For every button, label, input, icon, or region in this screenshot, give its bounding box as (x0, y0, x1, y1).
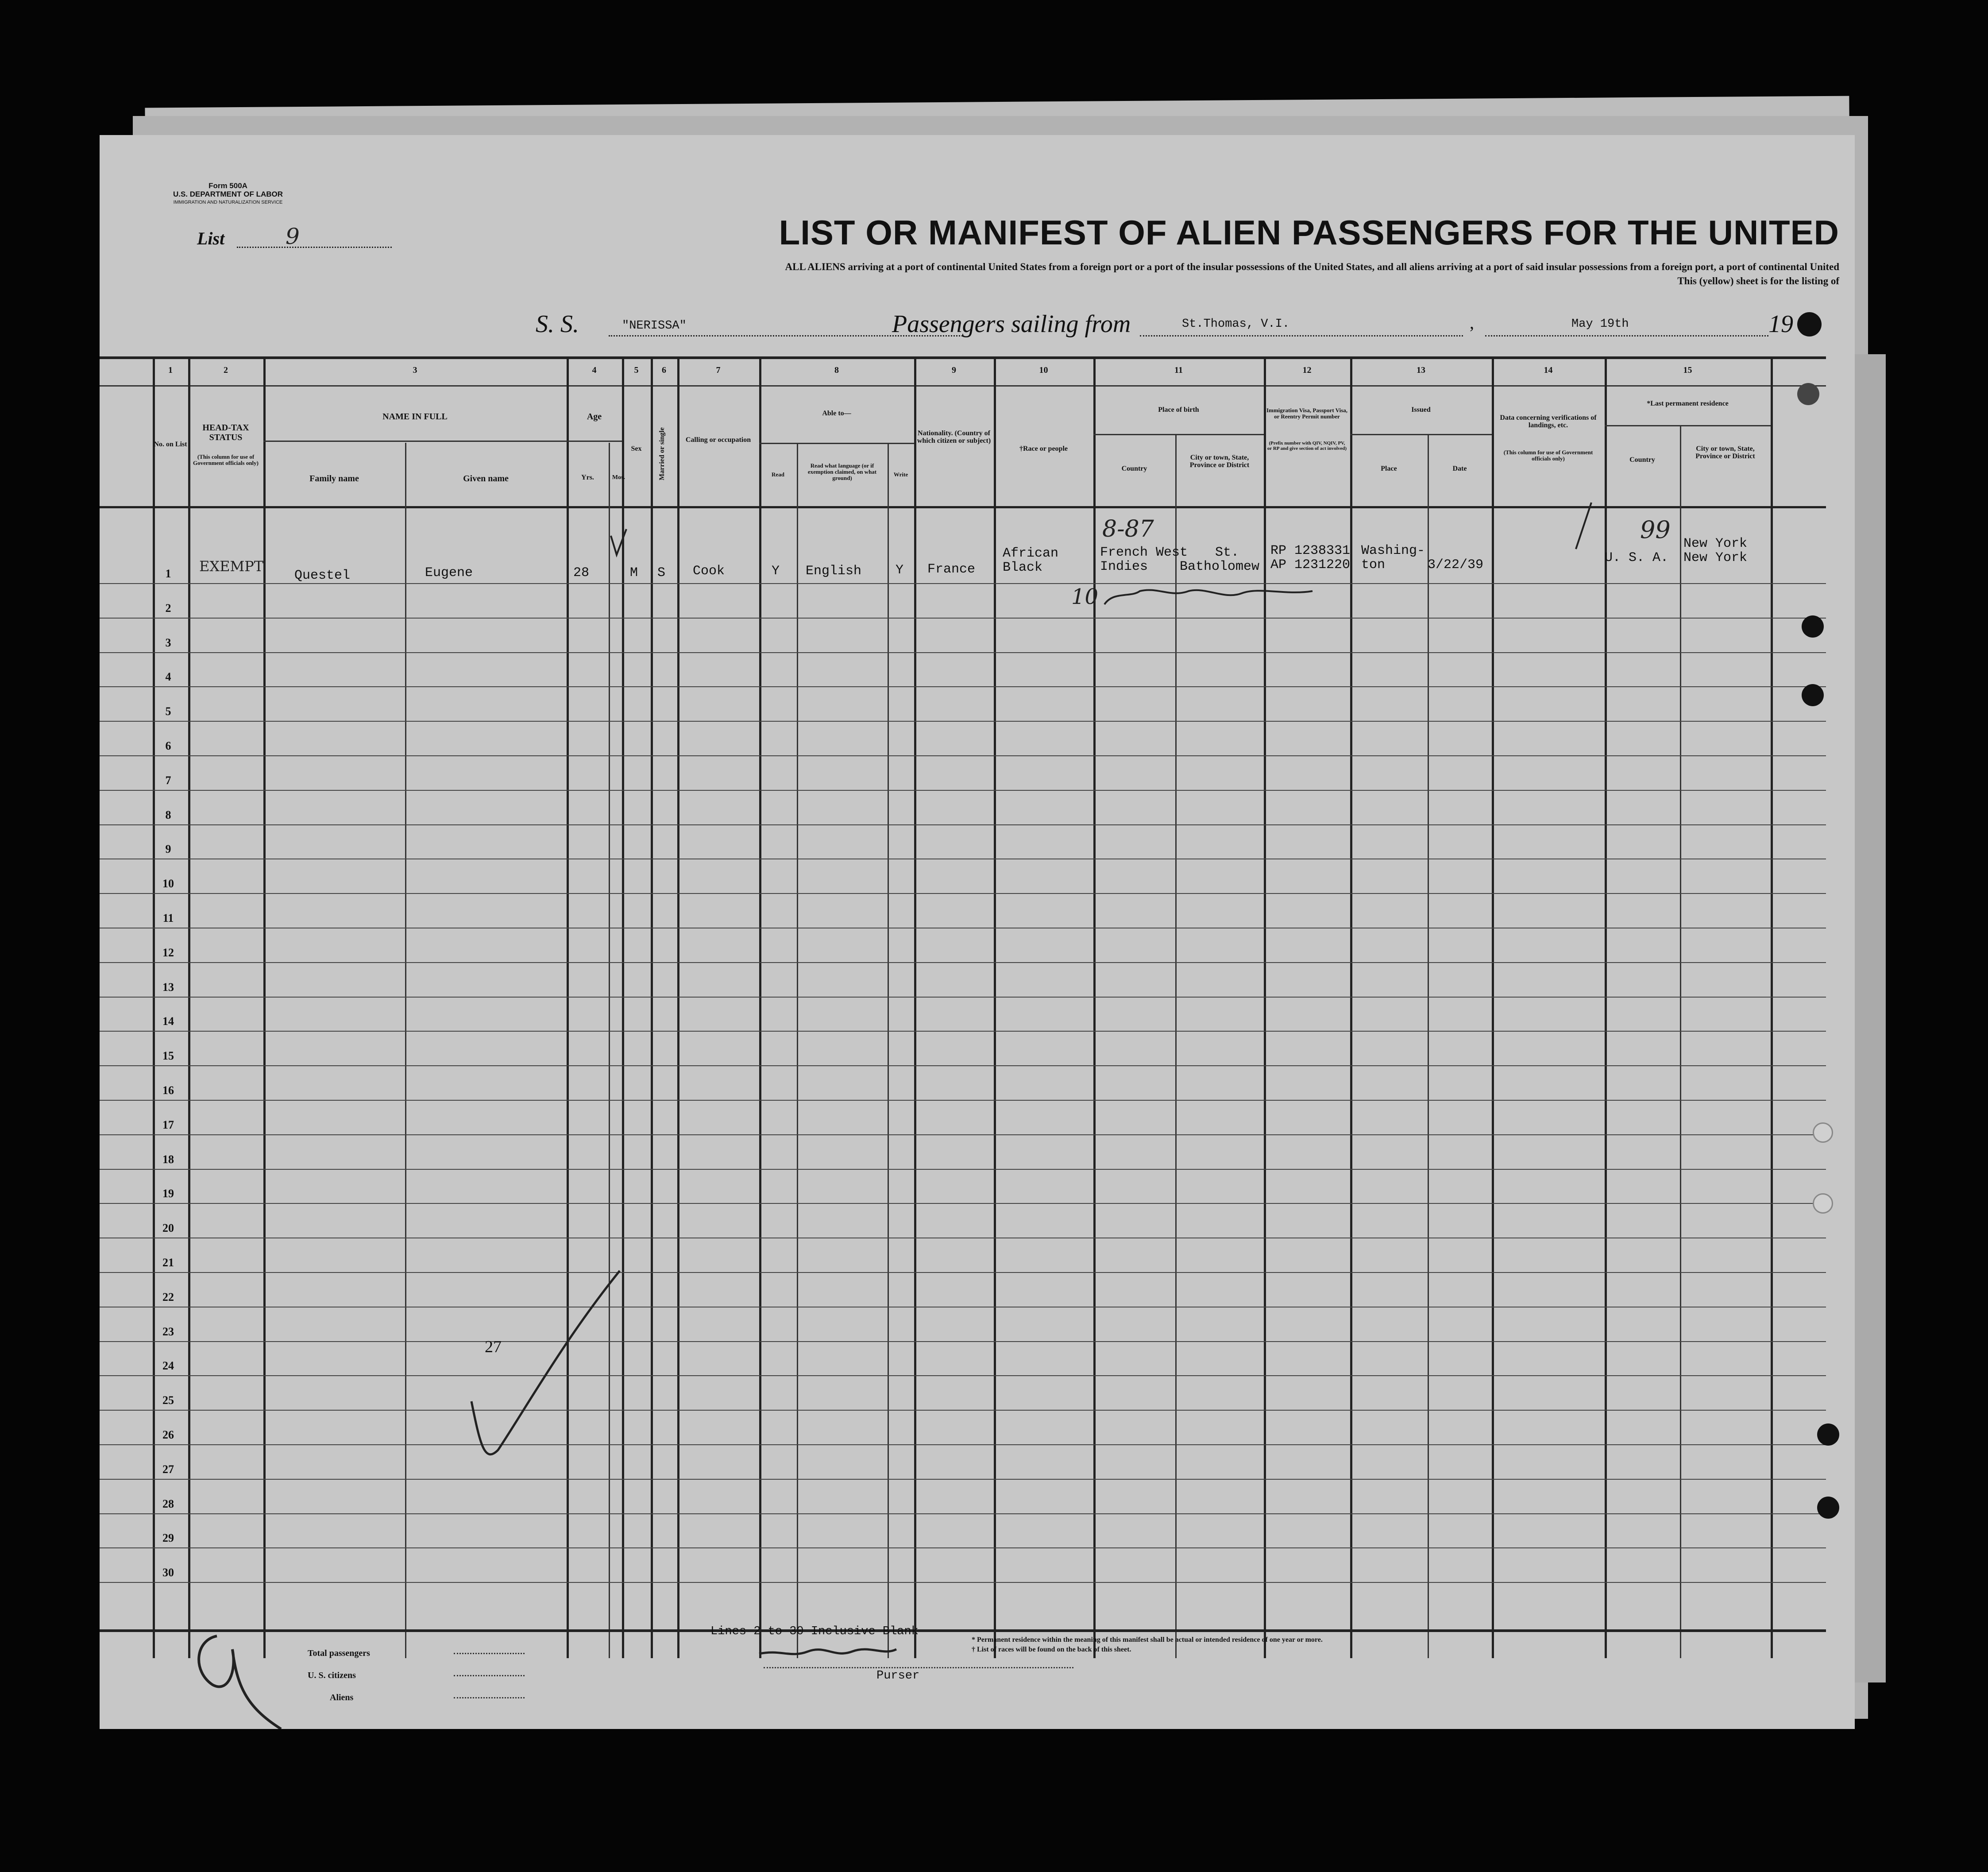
header-read-language: Read what language (or if exemption claimed, on what ground) (807, 462, 877, 481)
subtitle-line-1: ALL ALIENS arriving at a port of continental United States from a foreign port or a port of the insular possessions of the United States, and all aliens arriving at a port of said insular possessions from a foreign port, a port of continental United (785, 261, 1839, 272)
handwriting-marks (100, 135, 1855, 1729)
col-num-10: 10 (1039, 365, 1048, 375)
footer-rule (100, 1629, 1826, 1632)
punch-hole (1797, 383, 1819, 405)
row-number: 12 (162, 946, 174, 959)
header-head-tax-note: (This column for use of Government officials only) (193, 453, 259, 466)
header-calling: Calling or occupation (685, 436, 751, 444)
col-num-1: 1 (168, 365, 173, 375)
residence-city-2: New York (1683, 550, 1748, 565)
page-count: 27 (485, 1338, 502, 1356)
row-number: 5 (165, 705, 171, 718)
margin-scribble (199, 1636, 281, 1729)
header-data-note: (This column for use of Government officials only) (1503, 449, 1593, 462)
occupation: Cook (693, 564, 725, 579)
sailing-port: St.Thomas, V.I. (1182, 317, 1290, 331)
year-prefix: 19 (1768, 310, 1793, 338)
race-annotation: 10 (1071, 584, 1099, 609)
row-number: 25 (162, 1394, 174, 1407)
purser-label: Purser (876, 1669, 920, 1682)
header-last-residence: *Last permanent residence (1647, 400, 1729, 407)
subtitle-line-2: This (yellow) sheet is for the listing of (1677, 275, 1839, 286)
birth-annotation: 8-87 (1102, 516, 1154, 542)
sex: M (630, 565, 638, 580)
col-num-3: 3 (413, 365, 417, 375)
visa-number-1: RP 1238331 (1270, 543, 1351, 558)
header-place-of-birth: Place of birth (1158, 406, 1199, 414)
row-number: 11 (162, 912, 174, 924)
purser-signature (759, 1649, 896, 1654)
aliens-line (454, 1697, 525, 1698)
header-able-to: Able to— (822, 410, 851, 417)
issued-place-line-1: Washing- (1361, 543, 1425, 558)
service-name: IMMIGRATION AND NATURALIZATION SERVICE (173, 200, 283, 205)
header-race: †Race or people (1019, 445, 1068, 453)
row-number: 13 (162, 980, 174, 994)
punch-hole (1802, 684, 1824, 706)
list-label: List (197, 228, 225, 248)
row-number: 6 (165, 739, 171, 752)
list-number: 9 (286, 224, 300, 249)
header-write: Write (893, 471, 908, 478)
footnote-residence: * Permanent residence within the meaning of this manifest shall be actual or intended residence of one year or more. (972, 1636, 1323, 1644)
col-num-11: 11 (1174, 365, 1183, 375)
row-number: 7 (165, 774, 171, 787)
age-years: 28 (573, 565, 590, 580)
ss-label: S. S. (536, 310, 579, 338)
row-number: 21 (162, 1256, 174, 1269)
row-number: 4 (165, 670, 171, 684)
row-number: 22 (162, 1290, 174, 1303)
header-issued: Issued (1411, 406, 1431, 414)
residence-country: U. S. A. (1605, 550, 1669, 565)
checkmark-icon (471, 1271, 620, 1454)
punch-hole (1797, 312, 1822, 336)
header-issued-place: Place (1381, 465, 1397, 472)
row-number: 8 (165, 808, 171, 821)
residence-city-1: New York (1683, 536, 1748, 551)
row-number: 23 (162, 1325, 174, 1338)
row-number: 14 (162, 1015, 174, 1028)
col-num-6: 6 (662, 365, 666, 375)
form-number: Form 500A (208, 182, 247, 190)
total-passengers-label: Total passengers (308, 1648, 370, 1658)
header-name-in-full: NAME IN FULL (382, 412, 448, 422)
purser-line (764, 1667, 1073, 1668)
department-name: U.S. DEPARTMENT OF LABOR (173, 190, 283, 198)
family-name: Questel (294, 568, 351, 583)
header-visa: Immigration Visa, Passport Visa, or Reentry Permit number (1266, 407, 1348, 420)
col-num-12: 12 (1302, 365, 1312, 375)
header-no-on-list: No. on List (154, 441, 187, 448)
issued-date: 3/22/39 (1428, 557, 1484, 572)
sailing-date: May 19th (1571, 317, 1629, 331)
header-data-concerning: Data concerning verifications of landings, etc. (1500, 414, 1597, 429)
col-num-15: 15 (1683, 365, 1692, 375)
col-num-2: 2 (224, 365, 228, 375)
manifest-sheet (100, 135, 1855, 1729)
nationality: France (927, 562, 976, 577)
issued-place-line-2: ton (1361, 557, 1386, 572)
footnote-races: † List of races will be found on the back of this sheet. (972, 1646, 1131, 1653)
row-number: 10 (162, 877, 174, 890)
row-number: 27 (162, 1462, 174, 1476)
ship-name: "NERISSA" (622, 319, 687, 333)
row-number: 24 (162, 1359, 174, 1373)
header-read: Read (772, 471, 784, 478)
can-read: Y (772, 564, 780, 579)
manifest-title: LIST OR MANIFEST OF ALIEN PASSENGERS FOR THE UNITED (779, 213, 1839, 252)
date-comma: , (1470, 313, 1474, 333)
race-line-1: African (1003, 546, 1059, 561)
punch-hole (1817, 1423, 1839, 1446)
aliens-label: Aliens (330, 1693, 354, 1702)
row-number: 20 (162, 1222, 174, 1235)
punch-hole (1813, 1122, 1833, 1143)
header-age: Age (587, 412, 602, 422)
birth-country-line-1: French West (1100, 545, 1188, 560)
header-married: Married or single (658, 427, 666, 480)
row-number: 29 (162, 1532, 174, 1545)
row-number: 9 (165, 843, 171, 856)
header-yrs: Yrs. (581, 474, 594, 481)
header-visa-note: (Prefix number with QIV, NQIV, PV, or RP and give section of act involved) (1267, 441, 1347, 451)
punch-hole (1817, 1497, 1839, 1519)
header-family-name: Family name (309, 474, 359, 483)
row-number: 3 (165, 636, 171, 649)
race-scribble (1104, 590, 1312, 604)
marital-status: S (657, 565, 666, 580)
col-num-7: 7 (716, 365, 721, 375)
col-num-8: 8 (834, 365, 839, 375)
birth-country-line-2: Indies (1100, 559, 1148, 574)
race-line-2: Black (1003, 560, 1043, 575)
col-num-5: 5 (634, 365, 639, 375)
total-passengers-line (454, 1653, 525, 1654)
row-number: 30 (162, 1566, 174, 1579)
residence-annotation: 99 (1640, 516, 1671, 544)
birth-city-line-2: Batholomew (1180, 559, 1260, 574)
birth-city-line-1: St. (1215, 545, 1239, 560)
header-nationality: Nationality. (Country of which citizen or subject) (917, 429, 991, 445)
row-number: 19 (162, 1187, 174, 1200)
read-language: English (806, 564, 862, 579)
row-number: 18 (162, 1153, 174, 1166)
lines-blank-note: Lines 2 to 30 Inclusive Blank (710, 1625, 919, 1638)
punch-hole (1813, 1193, 1833, 1214)
given-name: Eugene (425, 565, 473, 580)
header-birth-city: City or town, State, Province or District (1189, 454, 1250, 469)
col-num-4: 4 (592, 365, 597, 375)
row-number: 16 (162, 1084, 174, 1097)
row-number: 1 (165, 567, 171, 580)
header-residence-city: City or town, State, Province or District (1695, 445, 1755, 460)
header-sex: Sex (631, 445, 642, 453)
residence-slash (1576, 503, 1591, 549)
col-num-9: 9 (952, 365, 956, 375)
age-checkmark (611, 529, 626, 555)
row-number: 26 (162, 1428, 174, 1441)
head-tax-status: EXEMPT (199, 558, 264, 575)
visa-number-2: AP 1231220 (1270, 557, 1351, 572)
header-birth-country: Country (1121, 465, 1147, 472)
row-number: 2 (165, 601, 171, 615)
us-citizens-label: U. S. citizens (308, 1671, 356, 1680)
header-given-name: Given name (463, 474, 509, 483)
row-number: 17 (162, 1118, 174, 1131)
header-issued-date: Date (1452, 465, 1467, 472)
header-residence-country: Country (1629, 456, 1655, 464)
sailing-from-label: Passengers sailing from (892, 310, 1131, 338)
col-num-14: 14 (1544, 365, 1553, 375)
punch-hole (1802, 615, 1824, 638)
col-num-13: 13 (1417, 365, 1425, 375)
header-mos: Mos. (612, 474, 625, 481)
row-number: 15 (162, 1049, 174, 1063)
header-head-tax: HEAD-TAX STATUS (202, 423, 249, 442)
us-citizens-line (454, 1675, 525, 1676)
can-write: Y (896, 563, 904, 578)
row-number: 28 (162, 1497, 174, 1510)
